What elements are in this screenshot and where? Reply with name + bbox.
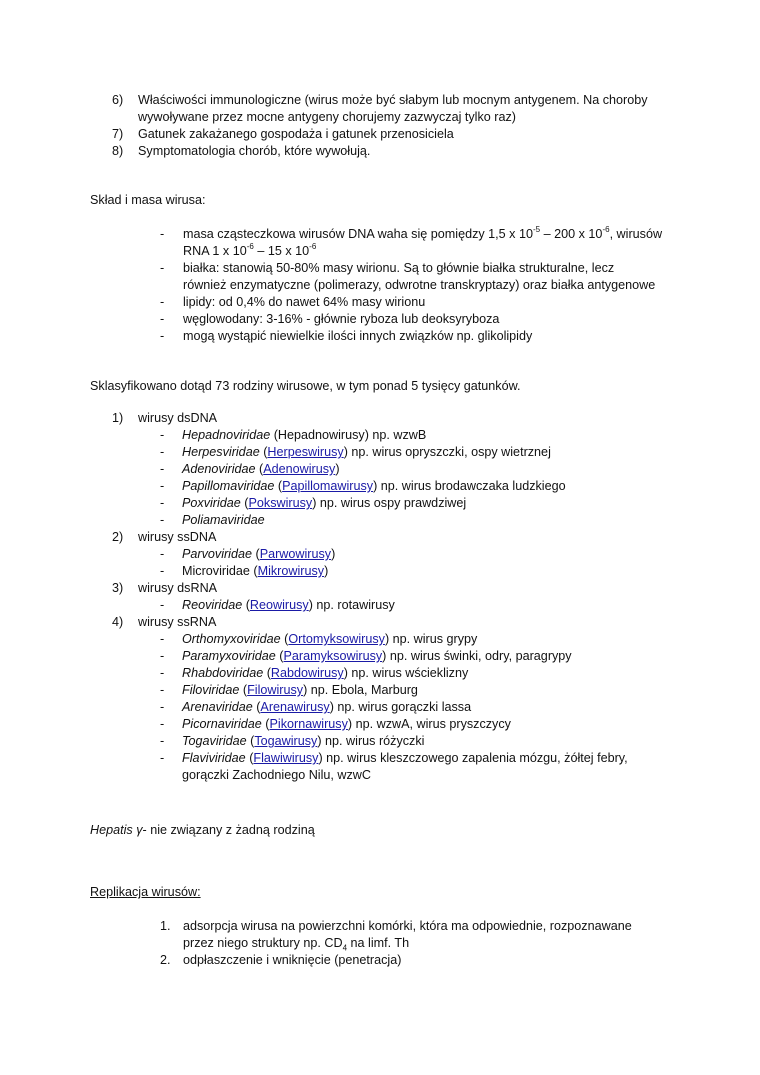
family-link[interactable]: Paramyksowirusy — [283, 649, 383, 663]
family-name: Microviridae — [182, 564, 250, 578]
list-dash: - — [160, 564, 165, 578]
family-item — [112, 546, 712, 563]
list-dash: - — [160, 751, 165, 765]
list-text: Gatunek zakażanego gospodaża i gatunek przenosiciela — [138, 127, 454, 141]
family-link[interactable]: Flawiwirusy — [253, 751, 319, 765]
family-link[interactable]: Togawirusy — [254, 734, 318, 748]
group-number: 1) — [112, 411, 124, 425]
list-item: - lipidy: od 0,4% do nawet 64% masy wirionu — [160, 295, 426, 309]
virus-classification-list — [112, 410, 712, 784]
list-item — [112, 143, 712, 160]
family-item-continuation: gorączki Zachodniego Nilu, wzwC — [182, 768, 371, 782]
family-link[interactable]: Herpeswirusy — [267, 445, 344, 459]
family-text: Parvoviridae (Parwowirusy) — [182, 547, 336, 561]
carbs-text: węglowodany: 3-16% - głównie ryboza lub deoksyryboza — [183, 312, 500, 326]
family-item — [112, 563, 712, 580]
family-text: Paramyxoviridae (Paramyksowirusy) np. wirus świnki, odry, paragrypy — [182, 649, 572, 663]
list-item-continuation — [112, 109, 712, 126]
family-name: Adenoviridae — [182, 462, 256, 476]
family-name: Papillomaviridae — [182, 479, 275, 493]
step-number: 1. — [160, 919, 171, 933]
other-text: mogą wystąpić niewielkie ilości innych związków np. glikolipidy — [183, 329, 533, 343]
family-item — [112, 461, 712, 478]
group-header — [112, 529, 712, 546]
list-item — [112, 126, 712, 143]
family-name: Poxviridae — [182, 496, 241, 510]
family-link[interactable]: Ortomyksowirusy — [288, 632, 385, 646]
family-name: Parvoviridae — [182, 547, 252, 561]
list-item-continuation: RNA 1 x $10^{-6} - 15$ x $10^{-6}$ — [183, 241, 317, 258]
list-dash: - — [160, 683, 165, 697]
family-name: Togaviridae — [182, 734, 247, 748]
list-number: 8) — [112, 144, 124, 158]
list-dash: - — [160, 462, 165, 476]
classification-intro: Sklasyfikowano dotąd 73 rodziny wirusowe, w tym ponad 5 tysięcy gatunków. — [90, 379, 521, 393]
family-item — [112, 427, 712, 444]
family-text: Microviridae (Mikrowirusy) — [182, 564, 329, 578]
list-dash: - — [160, 513, 165, 527]
list-item-continuation: przez niego struktury np. $CD_4$ na limf. Th — [183, 936, 410, 953]
list-dash: - — [160, 666, 165, 680]
list-item: - masa cząsteczkowa wirusów DNA waha się pomiędzy 1,5 x $10^{-5} - 200$ x $10^{-6}$, wirusów — [160, 224, 663, 241]
list-dash: - — [160, 428, 165, 442]
family-link[interactable]: Arenawirusy — [260, 700, 330, 714]
family-item — [112, 682, 712, 699]
list-dash: - — [160, 479, 165, 493]
replication-steps — [160, 918, 720, 969]
hepatis-note: Hepatis γ- nie związany z żadną rodziną — [90, 823, 315, 837]
family-item — [112, 495, 712, 512]
list-item — [112, 92, 712, 109]
list-dash: - — [160, 734, 165, 748]
family-name: Filoviridae — [182, 683, 240, 697]
group-header — [112, 580, 712, 597]
family-name: Rhabdoviridae — [182, 666, 264, 680]
lipids-text: lipidy: od 0,4% do nawet 64% masy wirionu — [183, 295, 426, 309]
family-text: Filoviridae (Filowirusy) np. Ebola, Marburg — [182, 683, 418, 697]
list-dash: - — [160, 632, 165, 646]
group-header — [112, 614, 712, 631]
family-name: Picornaviridae — [182, 717, 262, 731]
family-text: Reoviridae (Reowirusy) np. rotawirusy — [182, 598, 395, 612]
family-item — [112, 750, 712, 767]
list-item: - białka: stanowią 50-80% masy wirionu. Są to głównie białka strukturalne, lecz — [160, 261, 615, 275]
composition-list — [160, 226, 720, 345]
list-item: - mogą wystąpić niewielkie ilości innych związków np. glikolipidy — [160, 329, 533, 343]
list-number: 7) — [112, 127, 124, 141]
list-item: - węglowodany: 3-16% - głównie ryboza lub deoksyryboza — [160, 312, 500, 326]
family-link[interactable]: Filowirusy — [247, 683, 304, 697]
family-item — [112, 648, 712, 665]
gamma-symbol: γ — [136, 823, 143, 837]
group-label: wirusy dsRNA — [138, 581, 218, 595]
family-item — [112, 512, 712, 529]
family-text: Orthomyxoviridae (Ortomyksowirusy) np. wirus grypy — [182, 632, 478, 646]
family-item — [112, 444, 712, 461]
family-name: Reoviridae — [182, 598, 243, 612]
group-header — [112, 410, 712, 427]
list-item-continuation: również enzymatyczne (polimerazy, odwrotne transkryptazy) oraz białka antygenowe — [183, 278, 656, 292]
composition-heading: Skład i masa wirusa: — [90, 193, 206, 207]
family-name: Arenaviridae — [182, 700, 253, 714]
list-dash: - — [160, 547, 165, 561]
family-item — [112, 478, 712, 495]
family-link[interactable]: Parwowirusy — [259, 547, 332, 561]
list-dash: - — [160, 700, 165, 714]
proteins-text: białka: stanowią 50-80% masy wirionu. Są to głównie białka strukturalne, lecz — [183, 261, 615, 275]
list-item: 2. odpłaszczenie i wniknięcie (penetracja) — [160, 953, 402, 967]
family-text: Rhabdoviridae (Rabdowirusy) np. wirus wścieklizny — [182, 666, 469, 680]
group-label: wirusy ssRNA — [138, 615, 217, 629]
list-text: Symptomatologia chorób, które wywołują. — [138, 144, 371, 158]
family-link[interactable]: Pikornawirusy — [269, 717, 348, 731]
family-link[interactable]: Mikrowirusy — [257, 564, 325, 578]
list-dash: - — [160, 649, 165, 663]
family-item — [112, 699, 712, 716]
mass-text: masa cząsteczkowa wirusów DNA waha się pomiędzy 1,5 x $10^{-5} - 200$ x $10^{-6}$, wirusów — [183, 224, 663, 241]
family-item — [112, 597, 712, 614]
list-text: Właściwości immunologiczne (wirus może być słabym lub mocnym antygenem. Na choroby — [138, 93, 648, 107]
family-link[interactable]: Rabdowirusy — [270, 666, 344, 680]
list-dash: - — [160, 496, 165, 510]
list-dash: - — [160, 717, 165, 731]
group-number: 3) — [112, 581, 124, 595]
list-dash: - — [160, 598, 165, 612]
list-dash: - — [160, 445, 165, 459]
family-link[interactable]: Reowirusy — [249, 598, 309, 612]
family-text: Flaviviridae (Flawiwirusy) np. wirus kleszczowego zapalenia mózgu, żółtej febry, — [182, 751, 628, 765]
family-link[interactable]: Pokswirusy — [248, 496, 313, 510]
family-text: Herpesviridae (Herpeswirusy) np. wirus opryszczki, ospy wietrznej — [182, 445, 551, 459]
family-text: Togaviridae (Togawirusy) np. wirus różyczki — [182, 734, 425, 748]
family-name: Flaviviridae — [182, 751, 246, 765]
group-label: wirusy dsDNA — [138, 411, 218, 425]
family-name: Poliamaviridae — [182, 513, 265, 527]
group-number: 2) — [112, 530, 124, 544]
family-text: Arenaviridae (Arenawirusy) np. wirus gorączki lassa — [182, 700, 472, 714]
list-text: wywoływane przez mocne antygeny chorujemy zazwyczaj tylko raz) — [138, 110, 516, 124]
family-text: Picornaviridae (Pikornawirusy) np. wzwA, wirus pryszczycy — [182, 717, 511, 731]
family-item — [112, 733, 712, 750]
list-number: 6) — [112, 93, 124, 107]
family-name: Herpesviridae — [182, 445, 260, 459]
family-text: Adenoviridae (Adenowirusy) — [182, 462, 340, 476]
group-number: 4) — [112, 615, 124, 629]
family-link[interactable]: Papillomawirusy — [282, 479, 374, 493]
group-label: wirusy ssDNA — [138, 530, 217, 544]
family-text: Poxviridae (Pokswirusy) np. wirus ospy prawdziwej — [182, 496, 467, 510]
family-link[interactable]: Adenowirusy — [263, 462, 336, 476]
family-item — [112, 716, 712, 733]
family-item — [112, 665, 712, 682]
family-item — [112, 631, 712, 648]
list-item: 1. adsorpcja wirusa na powierzchni komórki, która ma odpowiednie, rozpoznawane — [160, 919, 632, 933]
intro-list — [112, 92, 712, 160]
family-name: Orthomyxoviridae — [182, 632, 281, 646]
replication-heading: Replikacja wirusów: — [90, 885, 201, 899]
family-text: Papillomaviridae (Papillomawirusy) np. wirus brodawczaka ludzkiego — [182, 479, 566, 493]
family-name: Paramyxoviridae — [182, 649, 276, 663]
family-name: Hepadnoviridae — [182, 428, 271, 442]
step-number: 2. — [160, 953, 171, 967]
family-text — [182, 512, 265, 529]
family-text: Hepadnoviridae (Hepadnowirusy) np. wzwB — [182, 428, 427, 442]
